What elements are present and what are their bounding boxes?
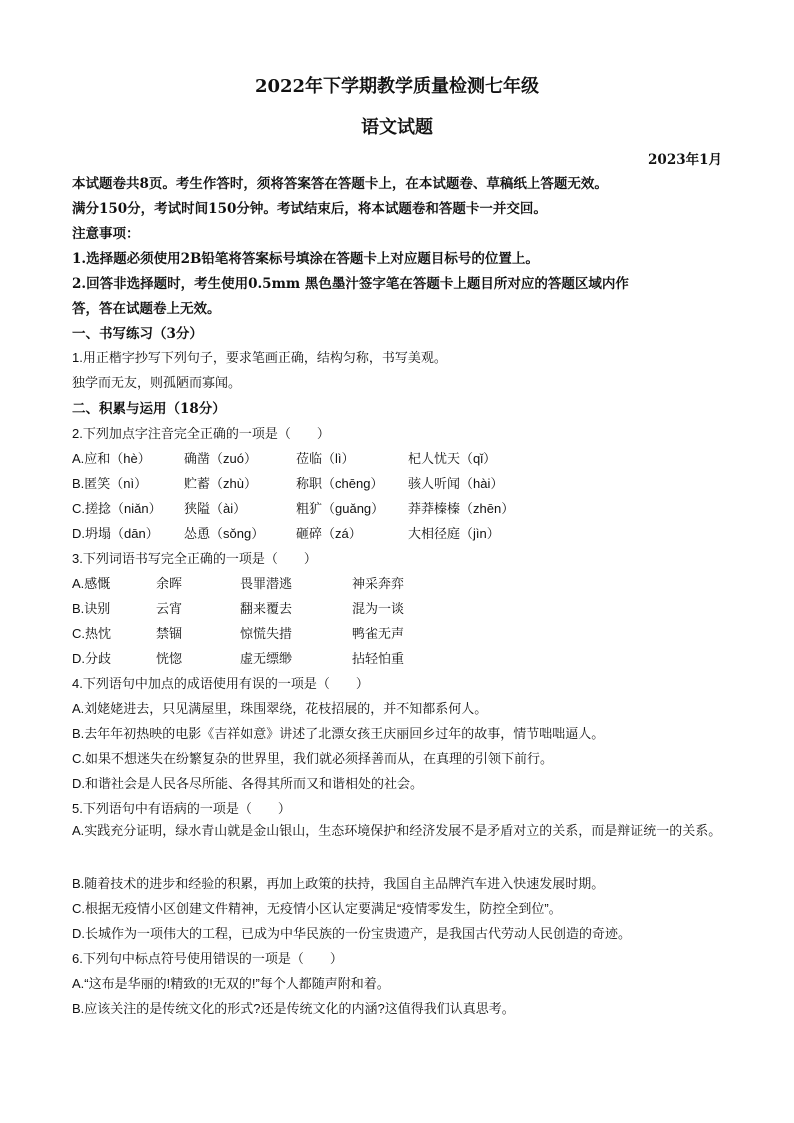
question-4-stem: 4.下列语句中加点的成语使用有误的一项是（ ） xyxy=(72,676,369,691)
notice-item-2-line-1: 2.回答非选择题时，考生使用0.5mm 黑色墨汁签字笔在答题卡上题目所对应的答题区域内作 xyxy=(72,276,629,292)
q3-d-4: 拈轻怕重 xyxy=(352,651,405,666)
q2-d-4: 大相径庭（jìn） xyxy=(408,526,500,541)
q3-d-1: D.分歧 xyxy=(72,651,112,666)
section-2-heading: 二、积累与运用（18分） xyxy=(72,401,226,417)
q3-a-1: A.感慨 xyxy=(72,576,111,591)
intro-line-1: 本试题卷共8页。考生作答时，须将答案答在答题卡上，在本试题卷、草稿纸上答题无效。 xyxy=(72,176,608,192)
q3-a-3: 畏罪潜逃 xyxy=(240,576,293,591)
q3-c-4: 鸭雀无声 xyxy=(352,626,405,641)
question-1: 1.用正楷字抄写下列句子，要求笔画正确，结构匀称，书写美观。 xyxy=(72,350,447,365)
q2-b-2: 贮蓄（zhù） xyxy=(184,476,257,491)
q3-c-1: C.热忱 xyxy=(72,626,112,641)
q3-c-3: 惊慌失措 xyxy=(240,626,293,641)
question-5-option-d: D.长城作为一项伟大的工程，已成为中华民族的一份宝贵遗产，是我国古代劳动人民创造的奇迹。 xyxy=(72,926,632,941)
q3-a-2: 余晖 xyxy=(156,576,183,591)
question-5-option-c: C.根据无疫情小区创建文件精神，无疫情小区认定要满足“疫情零发生，防控全到位”。 xyxy=(72,901,562,916)
exam-subtitle: 语文试题 xyxy=(361,117,433,138)
q3-d-3: 虚无缥缈 xyxy=(240,651,293,666)
exam-date: 2023年1月 xyxy=(648,152,722,168)
q2-c-3: 粗犷（guǎng） xyxy=(296,501,385,516)
q2-b-3: 称职（chēng） xyxy=(296,476,384,491)
q2-a-4: 杞人忧天（qǐ） xyxy=(408,451,497,466)
question-5-option-a: A.实践充分证明，绿水青山就是金山银山，生态环境保护和经济发展不是矛盾对立的关系，而是辩证统一的关系。 xyxy=(72,823,722,838)
notice-item-2-line-2: 答，答在试题卷上无效。 xyxy=(72,301,221,317)
question-5-option-b: B.随着技术的进步和经验的积累，再加上政策的扶持，我国自主品牌汽车进入快速发展时期。 xyxy=(72,876,605,891)
q2-d-2: 怂恿（sǒng） xyxy=(184,526,265,541)
q3-b-3: 翻来覆去 xyxy=(240,601,293,616)
question-4-option-d: D.和谐社会是人民各尽所能、各得其所而又和谐相处的社会。 xyxy=(72,776,424,791)
section-1-heading: 一、书写练习（3分） xyxy=(72,326,203,342)
notice-item-1: 1.选择题必须使用2B铅笔将答案标号填涂在答题卡上对应题目标号的位置上。 xyxy=(72,251,539,267)
q2-c-4: 莽莽榛榛（zhēn） xyxy=(408,501,515,516)
q2-a-2: 确凿（zuó） xyxy=(184,451,257,466)
question-1-sentence: 独学而无友，则孤陋而寡闻。 xyxy=(72,375,242,390)
question-4-option-b: B.去年年初热映的电影《吉祥如意》讲述了北漂女孩王庆丽回乡过年的故事，情节咄咄逼人。 xyxy=(72,726,605,741)
q3-a-4: 神采奔弈 xyxy=(352,576,405,591)
q3-d-2: 恍惚 xyxy=(156,651,183,666)
question-6-option-b: B.应该关注的是传统文化的形式?还是传统文化的内涵?这值得我们认真思考。 xyxy=(72,1001,515,1016)
q2-a-1: A.应和（hè） xyxy=(72,451,151,466)
question-6-stem: 6.下列句中标点符号使用错误的一项是（ ） xyxy=(72,951,343,966)
q2-b-4: 骇人听闻（hài） xyxy=(408,476,504,491)
question-5-stem: 5.下列语句中有语病的一项是（ ） xyxy=(72,801,291,816)
q3-b-4: 混为一谈 xyxy=(352,601,405,616)
intro-line-2: 满分150分，考试时间150分钟。考试结束后，将本试题卷和答题卡一并交回。 xyxy=(72,201,547,217)
notice-title: 注意事项： xyxy=(72,226,140,242)
q2-b-1: B.匿笑（nì） xyxy=(72,476,148,491)
q2-d-1: D.坍塌（dān） xyxy=(72,526,159,541)
question-3-stem: 3.下列词语书写完全正确的一项是（ ） xyxy=(72,551,317,566)
q3-b-2: 云宵 xyxy=(156,601,183,616)
question-4-option-a: A.刘姥姥进去，只见满屋里，珠围翠绕，花枝招展的，并不知都系何人。 xyxy=(72,701,488,716)
question-4-option-c: C.如果不想迷失在纷繁复杂的世界里，我们就必须择善而从，在真理的引领下前行。 xyxy=(72,751,554,766)
question-6-option-a: A.“这布是华丽的!精致的!无双的!”每个人都随声附和着。 xyxy=(72,976,390,991)
q2-a-3: 莅临（lì） xyxy=(296,451,355,466)
q2-c-2: 狭隘（ài） xyxy=(184,501,247,516)
q3-b-1: B.诀别 xyxy=(72,601,111,616)
question-2-stem: 2.下列加点字注音完全正确的一项是（ ） xyxy=(72,426,330,441)
q2-d-3: 砸碎（zá） xyxy=(296,526,362,541)
exam-title: 2022年下学期教学质量检测七年级 xyxy=(254,76,540,97)
q2-c-1: C.搓捻（niǎn） xyxy=(72,501,162,516)
q3-c-2: 禁锢 xyxy=(156,626,183,641)
